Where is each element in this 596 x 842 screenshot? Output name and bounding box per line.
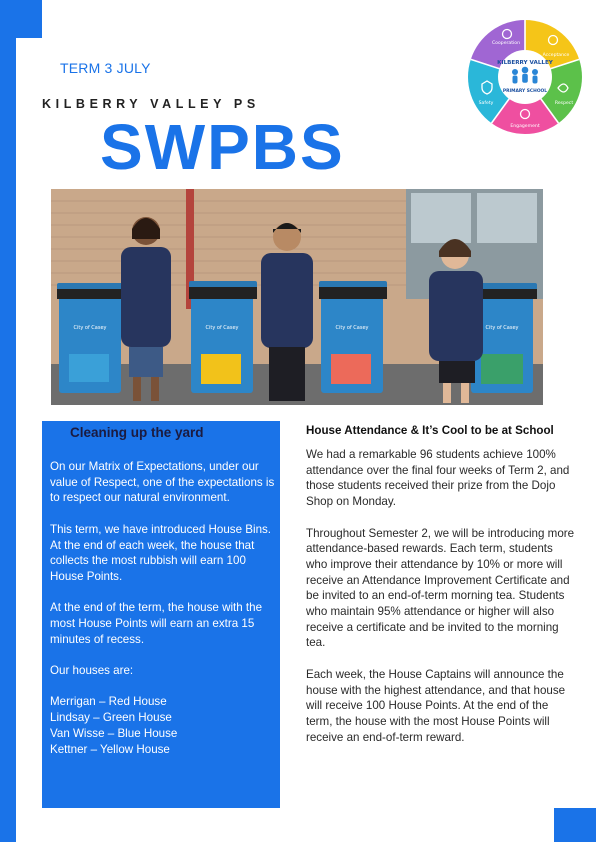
- bin-label-4: City of Casey: [485, 325, 519, 331]
- cleaning-yard-panel: [42, 421, 280, 808]
- students-with-bins-photo: [51, 189, 543, 405]
- bottom-right-corner-block: [554, 808, 596, 842]
- list-item: Kettner – Yellow House: [50, 742, 170, 756]
- school-values-logo: [466, 18, 584, 136]
- logo-top-text: KILBERRY VALLEY: [497, 60, 553, 66]
- paragraph: On our Matrix of Expectations, under our value of Respect, one of the expectations is to respect our natural environment.: [50, 460, 275, 505]
- list-item: Lindsay – Green House: [50, 711, 172, 725]
- logo-label-safety: Safety: [478, 101, 494, 106]
- logo-label-engagement: Engagement: [510, 124, 540, 129]
- paragraph: At the end of the term, the house with the most House Points will earn an extra 15 minutes of recess.: [50, 601, 263, 646]
- term-label: TERM 3 JULY: [60, 60, 151, 76]
- cleaning-yard-body: [50, 459, 276, 757]
- list-item: Merrigan – Red House: [50, 695, 167, 709]
- page-title: SWPBS: [100, 111, 345, 183]
- bin-label-1: City of Casey: [73, 325, 107, 331]
- paragraph: This term, we have introduced House Bins. At the end of each week, the house that collects the most rubbish will earn 100 House Points.: [50, 522, 272, 583]
- logo-bottom-text: PRIMARY SCHOOL: [502, 89, 548, 94]
- attendance-title: House Attendance & It’s Cool to be at School: [306, 424, 554, 437]
- logo-label-acceptance: Acceptance: [542, 53, 570, 58]
- bin-label-3: City of Casey: [335, 325, 369, 331]
- school-name: KILBERRY VALLEY PS: [42, 97, 260, 111]
- paragraph: Each week, the House Captains will announce the house with the highest attendance, and that house will receive 100 House Points. At the end of the term, the house with the most House Points will receive an end-of-term reward.: [306, 667, 566, 744]
- list-item: Van Wisse – Blue House: [50, 726, 178, 740]
- logo-label-cooperation: Cooperation: [491, 41, 521, 46]
- attendance-section: [306, 424, 576, 761]
- paragraph: Throughout Semester 2, we will be introducing more attendance-based rewards. Each term, students who improve their attendance by 10% or more will receive an Attendance Improvement Certificate and be invited to an end-of-term morning tea. Students who maintain 95% attendance or higher will also receive a certificate and be invited to the morning tea.: [306, 526, 575, 650]
- top-left-corner-block: [0, 0, 42, 38]
- bin-label-2: City of Casey: [205, 325, 239, 331]
- paragraph: We had a remarkable 96 students achieve 100% attendance over the final four weeks of Term 2, and those students received their prize from the Dojo Shop on Monday.: [306, 448, 570, 509]
- left-accent-bar: [0, 0, 16, 842]
- cleaning-yard-title: Cleaning up the yard: [70, 425, 204, 440]
- logo-label-respect: Respect: [554, 101, 574, 106]
- houses-list: [50, 694, 276, 757]
- paragraph: Our houses are:: [50, 664, 134, 678]
